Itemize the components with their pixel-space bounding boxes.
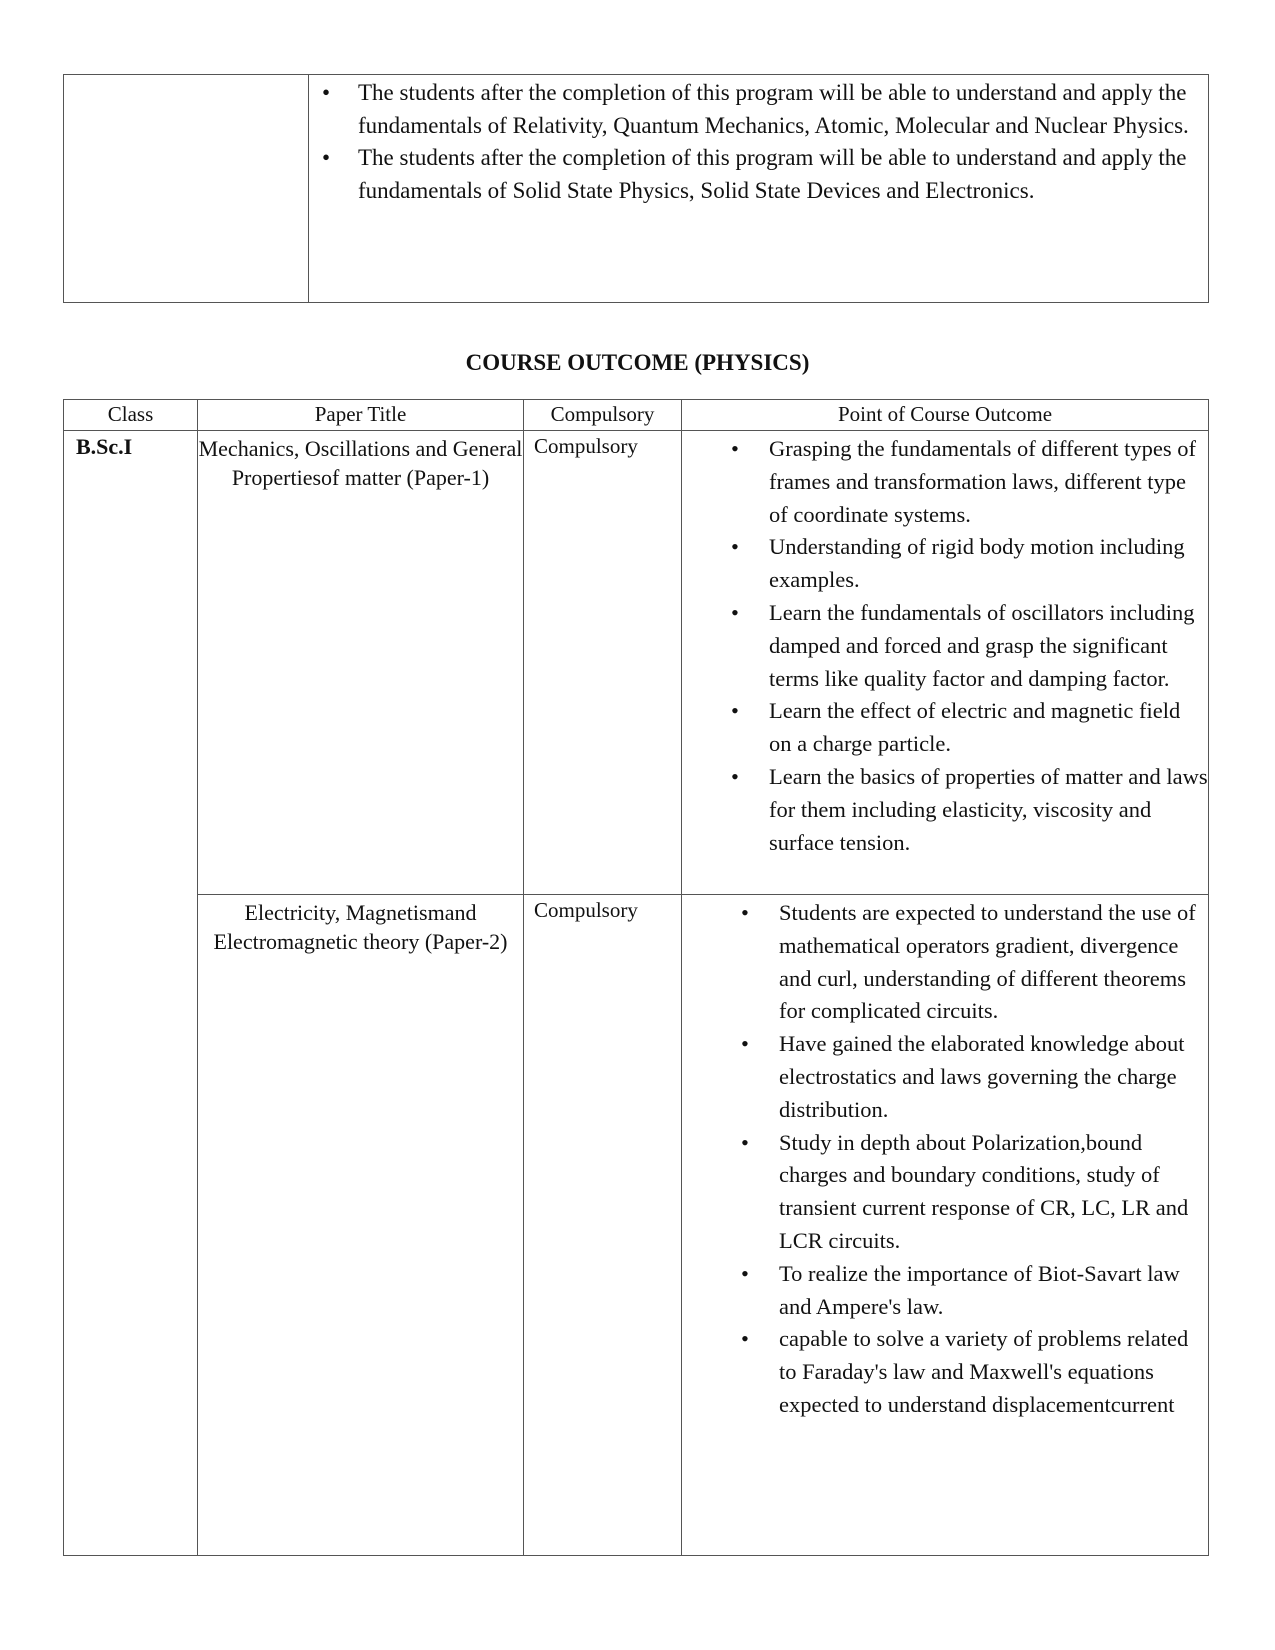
program-outcomes-cell — [309, 75, 1209, 303]
outcome-item: • Understanding of rigid body motion including examples. — [769, 531, 1208, 597]
program-outcomes-list — [309, 75, 1208, 207]
outcome-cell — [682, 895, 1209, 1556]
table-header-row — [64, 400, 1209, 431]
outcome-item: • capable to solve a variety of problems related to Faraday's law and Maxwell's equations expected to understand displacementcurrent — [779, 1323, 1208, 1421]
header-course-outcome: Point of Course Outcome — [682, 400, 1209, 431]
outcome-item: • Students are expected to understand the use of mathematical operators gradient, divergence and curl, understanding of different theorems for complicated circuits. — [779, 897, 1208, 1028]
outcome-item: • Grasping the fundamentals of different types of frames and transformation laws, different type of coordinate systems. — [769, 433, 1208, 531]
outcome-item: • To realize the importance of Biot-Savart law and Ampere's law. — [779, 1258, 1208, 1324]
outcome-item: • Learn the basics of properties of matter and laws for them including elasticity, viscosity and surface tension. — [769, 761, 1208, 859]
compulsory-cell: Compulsory — [524, 431, 682, 895]
outcome-cell — [682, 431, 1209, 895]
outcome-list — [682, 431, 1208, 859]
header-class: Class — [64, 400, 198, 431]
paper-title-cell: Mechanics, Oscillations and General Propertiesof matter (Paper-1) — [198, 431, 524, 895]
class-cell: B.Sc.I — [64, 431, 198, 1556]
table-row — [64, 895, 1209, 1556]
program-outcomes-left-cell — [64, 75, 309, 303]
program-outcome-item: • The students after the completion of this program will be able to understand and apply the fundamentals of Solid State Physics, Solid State Devices and Electronics. — [358, 142, 1208, 207]
program-outcomes-table — [63, 74, 1209, 303]
header-compulsory: Compulsory — [524, 400, 682, 431]
header-paper-title: Paper Title — [198, 400, 524, 431]
outcome-item: • Study in depth about Polarization,bound charges and boundary conditions, study of transient current response of CR, LC, LR and LCR circuits. — [779, 1127, 1208, 1258]
course-outcome-table — [63, 399, 1209, 1556]
outcome-item: • Learn the effect of electric and magnetic field on a charge particle. — [769, 695, 1208, 761]
outcome-item: • Learn the fundamentals of oscillators including damped and forced and grasp the significant terms like quality factor and damping factor. — [769, 597, 1208, 695]
compulsory-cell: Compulsory — [524, 895, 682, 1556]
outcome-item: • Have gained the elaborated knowledge about electrostatics and laws governing the charge distribution. — [779, 1028, 1208, 1126]
paper-title-cell: Electricity, Magnetismand Electromagnetic theory (Paper-2) — [198, 895, 524, 1556]
table-row — [64, 431, 1209, 895]
program-outcome-item: • The students after the completion of this program will be able to understand and apply the fundamentals of Relativity, Quantum Mechanics, Atomic, Molecular and Nuclear Physics. — [358, 77, 1208, 142]
section-title: COURSE OUTCOME (PHYSICS) — [465, 350, 810, 375]
outcome-list — [682, 895, 1208, 1422]
